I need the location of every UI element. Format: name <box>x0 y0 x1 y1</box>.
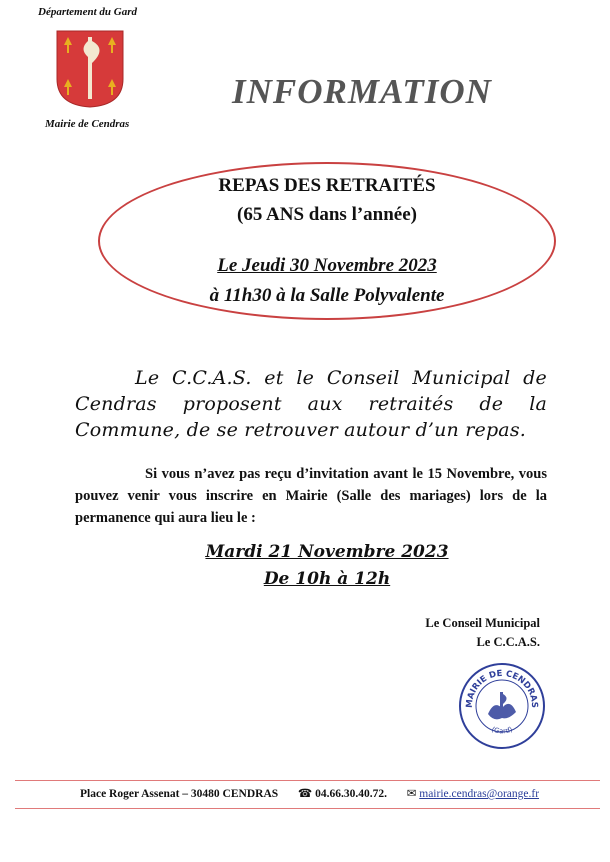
footer-contact <box>80 786 539 800</box>
telephone-icon: ☎ <box>297 788 313 800</box>
footer-divider-bottom <box>15 808 600 809</box>
footer-divider-top <box>15 780 600 781</box>
page-title: INFORMATION <box>232 72 492 111</box>
event-date <box>0 255 610 277</box>
event-location: à 11h30 à la Salle Polyvalente <box>209 285 445 306</box>
intro-paragraph-text: Le C.C.A.S. et le Conseil Municipal de Cendras proposent aux retraités de la Commune, de se retrouver autour d’un repas. <box>75 367 547 441</box>
envelope-icon: ✉ <box>406 788 417 800</box>
intro-paragraph <box>75 365 547 443</box>
signature-ccas: Le C.C.A.S. <box>476 635 540 649</box>
coat-of-arms-icon <box>55 29 125 109</box>
permanence-date: Mardi 21 Novembre 2023 <box>205 542 449 562</box>
permanence-hours: De 10h à 12h <box>263 569 391 589</box>
department-label: Département du Gard <box>38 6 137 18</box>
footer-email-link[interactable]: mairie.cendras@orange.fr <box>419 788 540 800</box>
event-title: REPAS DES RETRAITÉS <box>218 175 436 196</box>
invitation-paragraph <box>75 463 547 529</box>
invitation-paragraph-text: Si vous n’avez pas reçu d’invitation avant le 15 Novembre, vous pouvez venir vous inscrire en Mairie (Salle des mariages) lors de la permanence qui aura lieu le : <box>75 466 547 526</box>
footer-address: Place Roger Assenat – 30480 CENDRAS <box>80 788 279 800</box>
footer-phone: 04.66.30.40.72. <box>315 788 387 800</box>
stamp-text-top: MAIRIE DE CENDRAS <box>464 668 540 709</box>
event-date-text: Le Jeudi 30 Novembre 2023 <box>217 255 437 276</box>
svg-text:(Gard) <box>490 725 514 735</box>
mairie-label: Mairie de Cendras <box>45 118 130 130</box>
stamp-text-bottom: (Gard) <box>490 725 514 736</box>
event-subtitle: (65 ANS dans l’année) <box>237 204 417 225</box>
signature-council: Le Conseil Municipal <box>425 616 540 630</box>
mairie-stamp-icon <box>458 662 546 750</box>
